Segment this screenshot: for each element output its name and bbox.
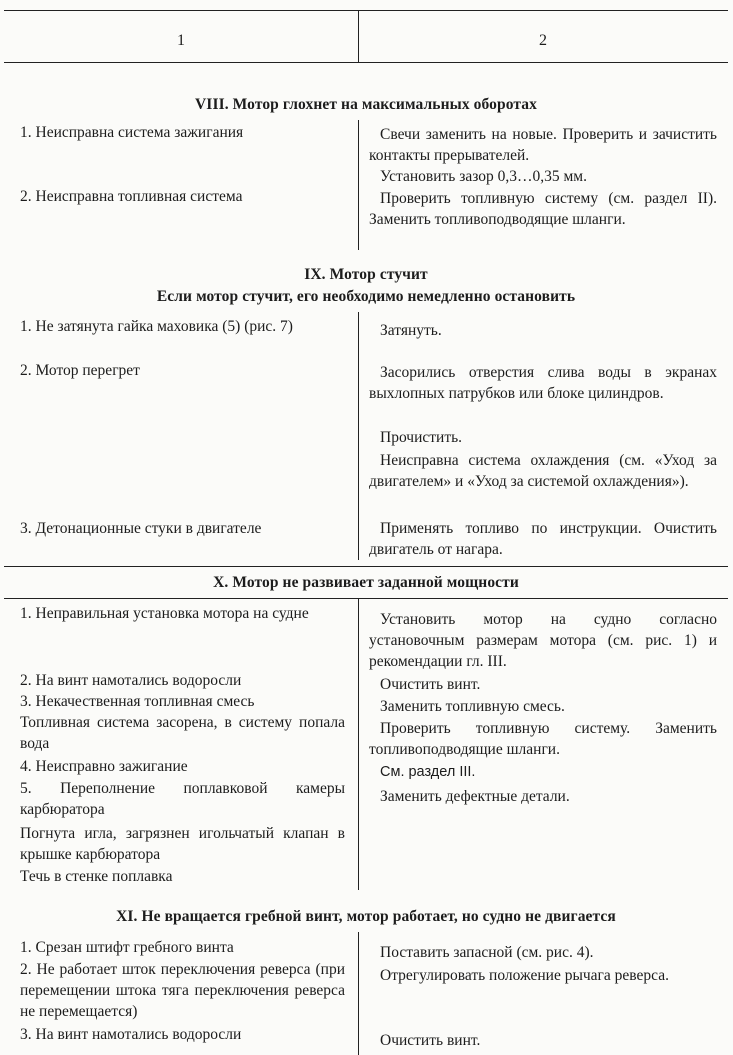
column-divider-x — [358, 598, 359, 890]
header-top-rule — [4, 10, 728, 11]
remedy-ix-2a: Засорились отверстия слива воды в экранах выхлопных патрубков или блоке цилиндров. — [369, 364, 717, 402]
remedy-ix-2c: Неисправна система охлаждения (см. «Уход за двигателем» и «Уход за системой охлаждения»). — [369, 452, 717, 490]
column-divider-viii — [358, 120, 359, 250]
header-bottom-rule — [4, 62, 728, 63]
cause-ix-2: 2. Мотор перегрет — [20, 362, 140, 379]
cause-xi-1: 1. Срезан штифт гребного винта — [20, 939, 234, 956]
cause-viii-1: 1. Неисправна система зажигания — [20, 124, 244, 141]
remedy-x-1: Установить мотор на судно согласно установочным размерам мотора (см. рис. 1) и рекомендации гл. III. — [369, 611, 717, 670]
cause-x-5: 5. Переполнение поплавковой камеры карбюратора — [20, 780, 345, 818]
remedy-ix-3: Применять топливо по инструкции. Очистить двигатель от нагара. — [369, 520, 717, 558]
remedy-x-3: Заменить топливную смесь. — [380, 698, 565, 715]
column-number-2: 2 — [539, 32, 547, 49]
cause-ix-3: 3. Детонационные стуки в двигателе — [20, 520, 262, 537]
section-title-xi: XI. Не вращается гребной винт, мотор работает, но судно не двигается — [116, 908, 616, 925]
cause-x-3: 3. Некачественная топливная смесь — [20, 693, 255, 710]
remedy-ix-1: Затянуть. — [380, 322, 442, 339]
remedy-x-4: См. раздел III. — [380, 764, 476, 780]
remedy-viii-2: Проверить топливную систему (см. раздел II). Заменить топливоподводящие шланги. — [369, 190, 717, 228]
cause-x-2: 2. На винт намотались водоросли — [20, 672, 242, 689]
cause-xi-3: 3. На винт намотались водоросли — [20, 1026, 242, 1043]
remedy-xi-1: Поставить запасной (см. рис. 4). — [380, 944, 594, 961]
column-divider-ix — [358, 312, 359, 560]
section-title-viii: VIII. Мотор глохнет на максимальных оборотах — [195, 96, 537, 113]
cause-x-3b: Топливная система засорена, в систему попала вода — [20, 714, 345, 752]
column-number-1: 1 — [177, 32, 185, 49]
remedy-x-2: Очистить винт. — [380, 676, 481, 693]
cause-ix-1: 1. Не затянута гайка маховика (5) (рис. 7) — [20, 318, 293, 335]
cause-x-5c: Течь в стенке поплавка — [20, 868, 173, 885]
cause-xi-2: 2. Не работает шток переключения реверса (при перемещении штока тяга переключения реверса не перемещается) — [20, 961, 345, 1020]
remedy-xi-3: Очистить винт. — [380, 1032, 481, 1049]
section-rule-x-bottom — [4, 598, 728, 599]
cause-x-1: 1. Неправильная установка мотора на судне — [20, 605, 309, 622]
section-title-ix: IX. Мотор стучит — [304, 266, 428, 283]
section-rule-x — [4, 566, 728, 567]
column-divider-xi — [358, 932, 359, 1055]
remedy-viii-1a: Свечи заменить на новые. Проверить и зачистить контакты прерывателей. — [369, 126, 717, 164]
remedy-ix-2b: Прочистить. — [380, 429, 463, 446]
cause-x-5b: Погнута игла, загрязнен игольчатый клапан в крышке карбюратора — [20, 825, 345, 863]
remedy-viii-1b: Установить зазор 0,3…0,35 мм. — [380, 168, 587, 185]
remedy-x-3b: Проверить топливную систему. Заменить топливоподводящие шланги. — [369, 720, 717, 758]
cause-x-4: 4. Неисправно зажигание — [20, 758, 188, 775]
section-subtitle-ix: Если мотор стучит, его необходимо немедленно остановить — [156, 288, 576, 305]
remedy-x-5: Заменить дефектные детали. — [380, 788, 570, 805]
section-title-x: X. Мотор не развивает заданной мощности — [213, 574, 519, 591]
remedy-xi-2: Отрегулировать положение рычага реверса. — [380, 967, 669, 984]
cause-viii-2: 2. Неисправна топливная система — [20, 188, 243, 205]
